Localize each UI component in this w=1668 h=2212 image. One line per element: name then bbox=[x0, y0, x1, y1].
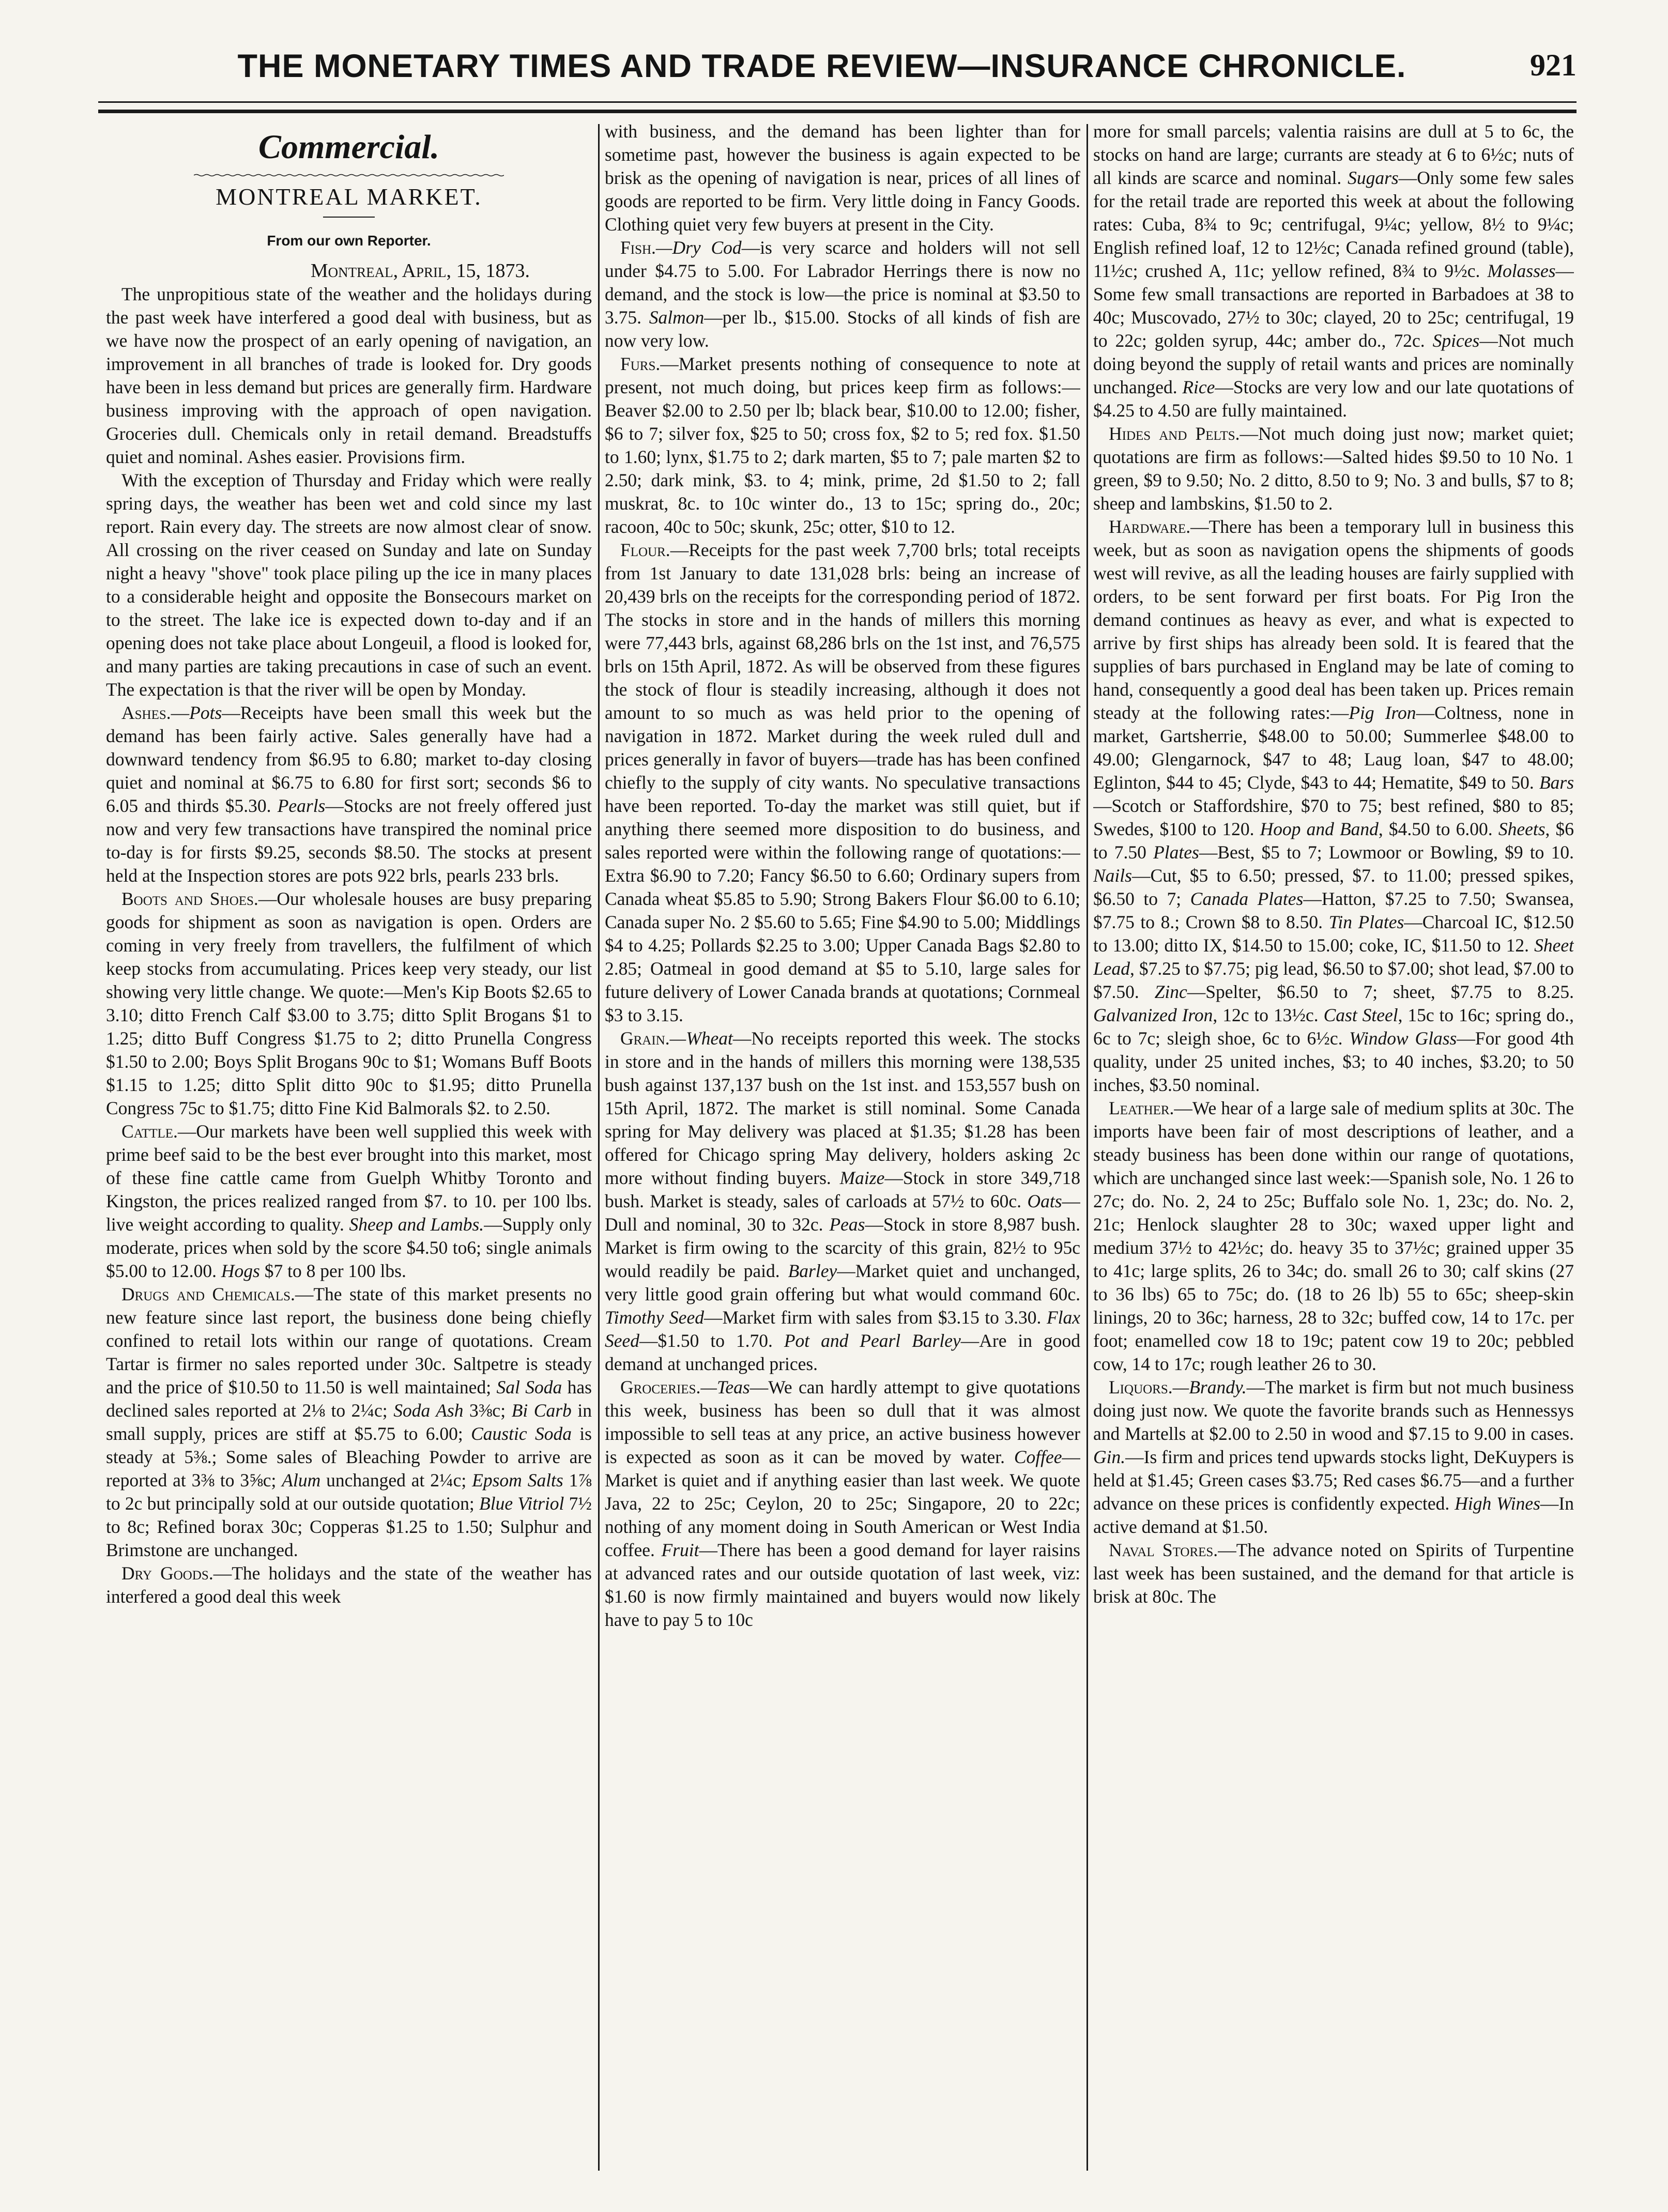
fish-text: —per lb., $15.00. Stocks of all kinds of fish are now very low. bbox=[605, 307, 1080, 351]
hardware-text: —Charcoal IC, $12.50 to 13.00; ditto IX, $14.50 to 15.00; coke, IC, $11.50 to 12. bbox=[1093, 912, 1574, 956]
ashes-heading: Ashes. bbox=[121, 702, 171, 723]
drugs-text: 3⅜c; bbox=[463, 1400, 512, 1421]
flour-paragraph bbox=[605, 539, 1080, 1027]
drugs-text: unchanged at 2¼c; bbox=[320, 1470, 472, 1491]
liquors-text: —Is firm and prices tend upwards stocks light, DeKuypers is held at $1.45; Green cases $3.75; Red cases $6.75—and a further advance on these prices is confidently expected. bbox=[1093, 1447, 1574, 1514]
boots-heading: Boots and Shoes. bbox=[121, 888, 258, 909]
hardware-paragraph bbox=[1093, 515, 1574, 1097]
drugs-paragraph bbox=[106, 1283, 592, 1562]
grain-sub: Maize bbox=[839, 1168, 885, 1188]
groceries-text: —There has been a good demand for layer raisins at advanced rates and our outside quotation of last week, viz: $1.60 is now firmly maintained and buyers would now likely have to pay 5 to 10c bbox=[605, 1540, 1080, 1630]
cattle-text: —Supply only moderate, prices when sold by the score $4.50 to6; single animals $5.00 to 12.00. bbox=[106, 1214, 592, 1281]
cattle-paragraph bbox=[106, 1120, 592, 1283]
hardware-sub: Plates bbox=[1153, 842, 1199, 863]
hardware-sub: Cast Steel bbox=[1323, 1005, 1398, 1025]
dry-goods-text: —The holidays and the state of the weather has interfered a good deal this week bbox=[106, 1563, 592, 1607]
page-number: 921 bbox=[1530, 48, 1577, 82]
grain-sub: Flax Seed bbox=[605, 1307, 1080, 1351]
dry-goods-continued: with business, and the demand has been lighter than for sometime past, however the business is again expected to be brisk as the opening of navigation is near, prices of all lines of goods are reported to be firm. Very little doing in Fancy Goods. Clothing quiet very few buyers at present in the City. bbox=[605, 121, 1080, 235]
cattle-sub: Hogs bbox=[221, 1261, 260, 1281]
hardware-text: —Scotch or Staffordshire, $70 to 75; best refined, $80 to 85; Swedes, $100 to 120. bbox=[1093, 795, 1574, 839]
grain-sub: Barley bbox=[788, 1261, 837, 1281]
ashes-text: —Receipts have been small this week but the demand has been fairly active. Sales generally have had a downward tendency from $6.95 to 6.80; market to-day closing quiet and nominal at $6.75 to 6.80 for first sort; seconds $6 to 6.05 and thirds $5.30. bbox=[106, 702, 592, 816]
hardware-sub: Pig Iron bbox=[1349, 702, 1416, 723]
grain-text: —$1.50 to 1.70. bbox=[639, 1330, 773, 1351]
column-rule bbox=[598, 124, 600, 2171]
leather-heading: Leather. bbox=[1109, 1098, 1174, 1118]
ashes-paragraph: Ashes.—Pots—Receipts have been small this week but the demand has been fairly active. Sales generally have had a downward tendency from $6.95 to 6.80; market to-day closing quiet and nominal at $6.75 to 6.80 for first sort; seconds $6 to 6.05 and thirds $5.30. Pearls—Stocks are not freely offered just now and very few transactions have transpired the nominal price to-day is for firsts $9.25, seconds $8.50. The stocks at present held at the Inspection stores are pots 922 brls, pearls 233 brls. bbox=[106, 702, 592, 886]
grain-paragraph bbox=[605, 1027, 1080, 1376]
hardware-sub: Window Glass bbox=[1349, 1028, 1457, 1049]
grain-sub: Oats bbox=[1027, 1191, 1062, 1211]
ashes-sub: Pearls bbox=[277, 795, 326, 816]
column-1 bbox=[106, 120, 592, 2169]
drugs-sub: Soda Ash bbox=[393, 1400, 464, 1421]
furs-paragraph bbox=[605, 352, 1080, 539]
naval-paragraph bbox=[1093, 1539, 1574, 1608]
department-heading: Commercial. bbox=[258, 128, 440, 166]
groceries-text: —Not much doing beyond the supply of retail wants and prices are nominally unchanged. bbox=[1093, 330, 1574, 397]
hardware-sub: Galvanized Iron bbox=[1093, 1005, 1213, 1025]
grain-text: —Market quiet and unchanged, very little good grain offering but what would command 60c. bbox=[605, 1261, 1080, 1304]
grain-sub: Peas bbox=[829, 1214, 865, 1235]
page-header bbox=[98, 48, 1577, 89]
groceries-sub: Sugars bbox=[1348, 167, 1399, 188]
fish-heading: Fish. bbox=[620, 237, 656, 258]
drugs-sub: Caustic Soda bbox=[471, 1423, 572, 1444]
hardware-text: —Spelter, $6.50 to 7; sheet, $7.75 to 8.25. bbox=[1187, 981, 1574, 1002]
groceries-sub: Molasses bbox=[1487, 260, 1556, 281]
drugs-text: 7½ to 8c; Refined borax 30c; Copperas $1.25 to 1.50; Sulphur and Brimstone are unchanged. bbox=[106, 1493, 592, 1560]
drugs-sub: Blue Vitriol bbox=[479, 1493, 564, 1514]
groceries-text: —We can hardly attempt to give quotations this week, business has been so dull that it was almost impossible to sell teas at any price, an active business however is expected as soon as it can be moved by water. bbox=[605, 1377, 1080, 1467]
hardware-sub: Canada Plates bbox=[1190, 888, 1304, 909]
ashes-text: —Stocks are not freely offered just now and very few transactions have transpired the nominal price to-day is for firsts $9.25, seconds $8.50. The stocks at present held at the Inspection stores are pots 922 brls, pearls 233 brls. bbox=[106, 795, 592, 886]
drugs-text: 1⅞ to 2c but principally sold at our outside quotation; bbox=[106, 1470, 592, 1514]
liquors-sub: —Brandy. bbox=[1172, 1377, 1247, 1397]
hardware-sub: Bars bbox=[1539, 772, 1574, 793]
market-title: MONTREAL MARKET. bbox=[216, 183, 482, 210]
drugs-text: —The state of this market presents no new feature since last report, the business done being chiefly confined to retail lots within our range of quotations. Cream Tartar is firmer no sales reported under 30c. Saltpetre is steady and the price of $10.50 to 11.50 is well maintained; bbox=[106, 1284, 592, 1397]
grain-text: —Stock in store 8,987 bush. Market is firm owing to the scarcity of this grain, 82½ to 95c would readily be paid. bbox=[605, 1214, 1080, 1281]
groceries-sub: —Teas bbox=[700, 1377, 750, 1397]
groceries-continued bbox=[1093, 120, 1574, 422]
groceries-heading: Groceries. bbox=[620, 1377, 701, 1397]
hardware-sub: Sheet Lead bbox=[1093, 935, 1574, 979]
groceries-text: —Only some few sales for the retail trade are reported this week at about the following rates: Cuba, 8¾ to 9c; centrifugal, 9¼c; yellow, 8½ to 9¼c; English refined loaf, 12 to 12½c; Canada refined ground (table), 11½c; crushed A, 11c; yellow refined, 8¾ to 9½c. bbox=[1093, 167, 1574, 281]
hardware-text: —Best, $5 to 7; Lowmoor or Bowling, $9 to 10. bbox=[1199, 842, 1574, 863]
liquors-paragraph bbox=[1093, 1376, 1574, 1539]
column-rule bbox=[1087, 124, 1088, 2171]
cattle-text: $7 to 8 per 100 lbs. bbox=[259, 1261, 406, 1281]
hardware-text: —There has been a temporary lull in business this week, but as soon as navigation opens the shipments of goods west will revive, as all the leading houses are fairly supplied with orders, to be sent forward per first boats. For Pig Iron the demand continues as heavy as ever, and what is expected to arrive by first ships has already been sold. It is feared that the supplies of bars purchased in England may be late of coming to hand, consequently a good deal has been taken up. Prices remain steady at the following rates:— bbox=[1093, 516, 1574, 723]
hardware-sub: Tin Plates bbox=[1328, 912, 1404, 932]
hardware-text: , $6 to 7.50 bbox=[1093, 819, 1574, 863]
groceries-text: —Some few small transactions are reported in Barbadoes at 38 to 40c; Muscovado, 27½ to 30c; clayed, 20 to 25c; centrifugal, 19 to 22c; golden syrup, 44c; amber do., 72c. bbox=[1093, 260, 1574, 351]
groceries-sub: Spices bbox=[1432, 330, 1480, 351]
hardware-sub: Sheets bbox=[1498, 819, 1545, 839]
groceries-text: more for small parcels; valentia raisins are dull at 5 to 6c, the stocks on hand are large; currants are steady at 6 to 6½c; nuts of all kinds are scarce and nominal. bbox=[1093, 121, 1574, 188]
flour-heading: Flour. bbox=[620, 540, 670, 560]
drugs-text: in small supply, prices are stiff at $5.75 to 6.00; bbox=[106, 1400, 592, 1444]
groceries-sub: Fruit bbox=[661, 1540, 699, 1560]
hardware-text: , 12c to 13½c. bbox=[1213, 1005, 1319, 1025]
hides-paragraph bbox=[1093, 422, 1574, 515]
header-rule-thin bbox=[98, 101, 1577, 103]
drugs-heading: Drugs and Chemicals. bbox=[121, 1284, 295, 1304]
liquors-text: —In active demand at $1.50. bbox=[1093, 1493, 1574, 1537]
fish-sub: Salmon bbox=[649, 307, 705, 328]
header-rule-thick bbox=[98, 110, 1577, 113]
groceries-sub: Coffee bbox=[1014, 1447, 1062, 1467]
liquors-sub: High Wines bbox=[1455, 1493, 1540, 1514]
grain-sub: Timothy Seed bbox=[605, 1307, 704, 1328]
hides-text: —Not much doing just now; market quiet; quotations are firm as follows:—Salted hides $9.50 to 10 No. 1 green, $9 to 9.50; No. 2 ditto, 8.50 to 9; No. 3 and bulls, $7 to 8; sheep and lambskins, $1.50 to 2. bbox=[1093, 423, 1574, 514]
furs-heading: Furs. bbox=[620, 354, 661, 374]
grain-sub: Pot and Pearl Barley bbox=[784, 1330, 961, 1351]
dateline: Montreal, April, 15, 1873. bbox=[310, 260, 530, 282]
grain-text: —Stock in store 349,718 bush. Market is steady, sales of carloads at 57½ to 60c. bbox=[605, 1168, 1080, 1211]
groceries-sub: Rice bbox=[1182, 377, 1215, 397]
cattle-sub: Sheep and Lambs. bbox=[349, 1214, 484, 1235]
groceries-text: —Market is quiet and if anything easier than last week. We quote Java, 22 to 25c; Ceylon, 20 to 25c; Singapore, 20 to 22c; nothing of any moment doing in South American or West India coffee. bbox=[605, 1447, 1080, 1560]
hardware-text: , $4.50 to 6.00. bbox=[1378, 819, 1493, 839]
groceries-text: —Stocks are very low and our late quotations of $4.25 to 4.50 are fully maintained. bbox=[1093, 377, 1574, 421]
grain-text: —Are in good demand at unchanged prices. bbox=[605, 1330, 1080, 1374]
column-3 bbox=[1093, 120, 1574, 2169]
liquors-sub: Gin. bbox=[1093, 1447, 1126, 1467]
fish-paragraph bbox=[605, 236, 1080, 352]
weather-paragraph: With the exception of Thursday and Friday which were really spring days, the weather has been wet and cold since my last report. Rain every day. The streets are now almost clear of snow. All crossing on the river ceased on Sunday and late on Sunday night a heavy "shove" took place piling up the ice in many places to a considerable height and opposite the Bonsecours market on to the street. The lake ice is expected down to-day and if an opening does not take place about Longeuil, a flood is looked for, and many parties are taking precautions in case of such an event. The expectation is that the river will be open by Monday. bbox=[106, 470, 592, 700]
short-rule bbox=[323, 217, 375, 218]
drugs-sub: Epsom Salts bbox=[472, 1470, 563, 1491]
leather-paragraph bbox=[1093, 1097, 1574, 1376]
drugs-sub: Sal Soda bbox=[496, 1377, 562, 1397]
ornamental-rule bbox=[194, 174, 504, 177]
boots-paragraph bbox=[106, 887, 592, 1120]
dry-goods-paragraph bbox=[106, 1562, 592, 1608]
liquors-heading: Liquors. bbox=[1109, 1377, 1173, 1397]
intro-paragraph: The unpropitious state of the weather and the holidays during the past week have interfered a good deal with business, but as we have now the prospect of an early opening of navigation, an improvement in all branches of trade is looked for. Dry goods have been in less demand but prices are generally firm. Hardware business improving with the approach of open navigation. Groceries dull. Chemicals only in retail demand. Breadstuffs quiet and nominal. Ashes easier. Provisions firm. bbox=[106, 284, 592, 467]
grain-sub: —Wheat bbox=[669, 1028, 733, 1049]
hardware-text: , 15c to 16c; spring do., 6c to 7c; sleigh shoe, 6c to 6½c. bbox=[1093, 1005, 1574, 1049]
hardware-text: —Coltness, none in market, Gartsherrie, $48.00 to 50.00; Summerlee $48.00 to 49.00; Glengarnock, $47 to 48; Laug loan, $47 to 48.00; Eglinton, $44 to 45; Clyde, $43 to 44; Hematite, $49 to 50. bbox=[1093, 702, 1574, 793]
masthead: THE MONETARY TIMES AND TRADE REVIEW—INSURANCE CHRONICLE. bbox=[237, 48, 1406, 84]
cattle-text: —Our markets have been well supplied this week with prime beef said to be the best ever brought into this market, most of these fine cattle came from Guelph Whitby Toronto and Kingston, the prices realized ranged from $7. to 10. per 100 lbs. live weight according to quality. bbox=[106, 1121, 592, 1235]
dry-goods-heading: Dry Goods. bbox=[121, 1563, 213, 1584]
naval-text: —The advance noted on Spirits of Turpentine last week has been sustained, and the demand for that article is brisk at 80c. The bbox=[1093, 1540, 1574, 1607]
grain-text: —Market firm with sales from $3.15 to 3.30. bbox=[703, 1307, 1042, 1328]
leather-text: —We hear of a large sale of medium splits at 30c. The imports have been fair of most descriptions of leather, and a steady business has been done within our range of quotations, which are unchanged since last week:—Spanish sole, No. 1 26 to 27c; do. No. 2, 24 to 25c; Buffalo sole No. 1, 23c; do. No. 2, 21c; Henlock slaughter 28 to 30c; waxed upper light and medium 37½ to 42½c; do. heavy 35 to 37½c; grained upper 35 to 41c; large splits, 26 to 34c; do. small 26 to 30; calf skins (27 to 36 lbs) 65 to 75c; do. (18 to 26 lb) 55 to 65c; sheep-skin linings, 20 to 36c; harness, 28 to 32c; buffed cow, 14 to 17c. per foot; enamelled cow 18 to 19c; patent cow 19 to 20c; pebbled cow, 14 to 17c; rough leather 26 to 30. bbox=[1093, 1098, 1574, 1374]
hardware-sub: Zinc bbox=[1154, 981, 1187, 1002]
fish-text: —is very scarce and holders will not sell under $4.75 to 5.00. For Labrador Herrings there is now no demand, and the stock is low—the price is nominal at $3.50 to 3.75. bbox=[605, 237, 1080, 328]
grain-text: —Dull and nominal, 30 to 32c. bbox=[605, 1191, 1080, 1235]
hardware-text: —Hatton, $7.25 to 7.50; Swansea, $7.75 to 8.; Crown $8 to 8.50. bbox=[1093, 888, 1574, 932]
hardware-text: , $7.25 to $7.75; pig lead, $6.50 to $7.00; shot lead, $7.00 to $7.50. bbox=[1093, 958, 1574, 1002]
hides-heading: Hides and Pelts. bbox=[1109, 423, 1240, 444]
hardware-sub: Nails bbox=[1093, 865, 1132, 886]
drugs-text: has declined sales reported at 2⅛ to 2¼c; bbox=[106, 1377, 592, 1421]
liquors-text: —The market is firm but not much business doing just now. We quote the favorite brands such as Hennessys and Martells at $2.00 to 2.50 in wood and $7.15 to 9.00 in cases. bbox=[1093, 1377, 1574, 1444]
hardware-text: —For good 4th quality, under 25 united inches, $3; to 40 inches, $3.20; to 50 inches, $3.50 nominal. bbox=[1093, 1028, 1574, 1095]
drugs-sub: Bi Carb bbox=[511, 1400, 572, 1421]
hardware-text: —Cut, $5 to 6.50; pressed, $7. to 11.00; pressed spikes, $6.50 to 7; bbox=[1093, 865, 1574, 909]
furs-text: —Market presents nothing of consequence to note at present, not much doing, but prices keep firm as follows:—Beaver $2.00 to 2.50 per lb; black bear, $10.00 to 12.00; fisher, $6 to 7; silver fox, $25 to 50; cross fox, $2 to 5; red fox. $1.50 to 1.60; lynx, $1.75 to 2; dark marten, $5 to 7; pale marten $2 to 2.50; dark mink, $3. to 4; mink, prime, 2d $1.50 to 2; fall muskrat, 8c. to 10c winter do., 13 to 15c; spring do., 20c; racoon, 40c to 50c; skunk, 25c; otter, $10 to 12. bbox=[605, 354, 1080, 537]
groceries-paragraph bbox=[605, 1376, 1080, 1632]
drugs-sub: Alum bbox=[282, 1470, 321, 1491]
drugs-text: is steady at 5⅜.; Some sales of Bleaching Powder to arrive are reported at 3⅜ to 3⅝c; bbox=[106, 1423, 592, 1491]
grain-text: —No receipts reported this week. The stocks in store and in the hands of millers this morning were 138,535 bush against 137,137 bush on the 1st inst. and 153,557 bush on 15th April, 1872. The market is still nominal. Some Canada spring for May delivery was placed at $1.35; $1.28 has been offered for Chicago spring May delivery, holders asking 2c more without finding buyers. bbox=[605, 1028, 1080, 1188]
byline: From our own Reporter. bbox=[267, 233, 431, 249]
naval-heading: Naval Stores. bbox=[1109, 1540, 1218, 1560]
ashes-sub: Pots bbox=[189, 702, 222, 723]
boots-text: —Our wholesale houses are busy preparing goods for shipment as soon as navigation is open. Orders are coming in very freely from travellers, the fulfilment of which keep stocks from accumulating. Prices keep very steady, our list showing very little change. We quote:—Men's Kip Boots $2.65 to 3.10; ditto French Calf $3.00 to 3.75; ditto Split Brogans $1 to 1.25; ditto Buff Congress $1.75 to 2; ditto Prunella Congress $1.50 to 2.00; Boys Split Brogans 90c to $1; Womans Buff Boots $1.15 to 1.25; ditto Split ditto 90c to $1.95; ditto Prunella Congress 75c to $1.75; ditto Fine Kid Balmorals $2. to 2.50. bbox=[106, 888, 592, 1118]
cattle-heading: Cattle. bbox=[121, 1121, 178, 1142]
hardware-sub: Hoop and Band bbox=[1260, 819, 1379, 839]
flour-text: —Receipts for the past week 7,700 brls; total receipts from 1st January to date 131,028 brls: being an increase of 20,439 brls on the receipts for the corresponding period of 1872. The stocks in store and in the hands of millers this morning were 77,443 brls, against 68,286 brls on the 1st inst, and 76,575 brls on 15th April, 1872. As will be observed from these figures the stock of flour is steadily increasing, although it does not amount to so much as was held prior to the opening of navigation in 1872. Market during the week ruled dull and prices generally in favor of buyers—trade has has been confined chiefly to the supply of city wants. No speculative transactions have been reported. To-day the market was still quiet, but if anything there seemed more disposition to do business, and sales reported were within the following range of quotations:—Extra $6.90 to 7.20; Fancy $6.50 to 6.60; Ordinary supers from Canada wheat $5.85 to 5.90; Strong Bakers Flour $6.00 to 6.10; Canada super No. 2 $5.60 to 5.65; Fine $4.90 to 5.00; Middlings $4 to 4.25; Pollards $2.25 to 3.00; Upper Canada Bags $2.80 to 2.85; Oatmeal in good demand at $5 to 5.10, large sales for future delivery of Lower Canada brands at quotations; Cornmeal $3 to 3.15. bbox=[605, 540, 1080, 1025]
grain-heading: Grain. bbox=[620, 1028, 670, 1049]
column-2 bbox=[605, 120, 1080, 2169]
hardware-heading: Hardware. bbox=[1109, 516, 1191, 537]
fish-sub: —Dry Cod bbox=[655, 237, 742, 258]
